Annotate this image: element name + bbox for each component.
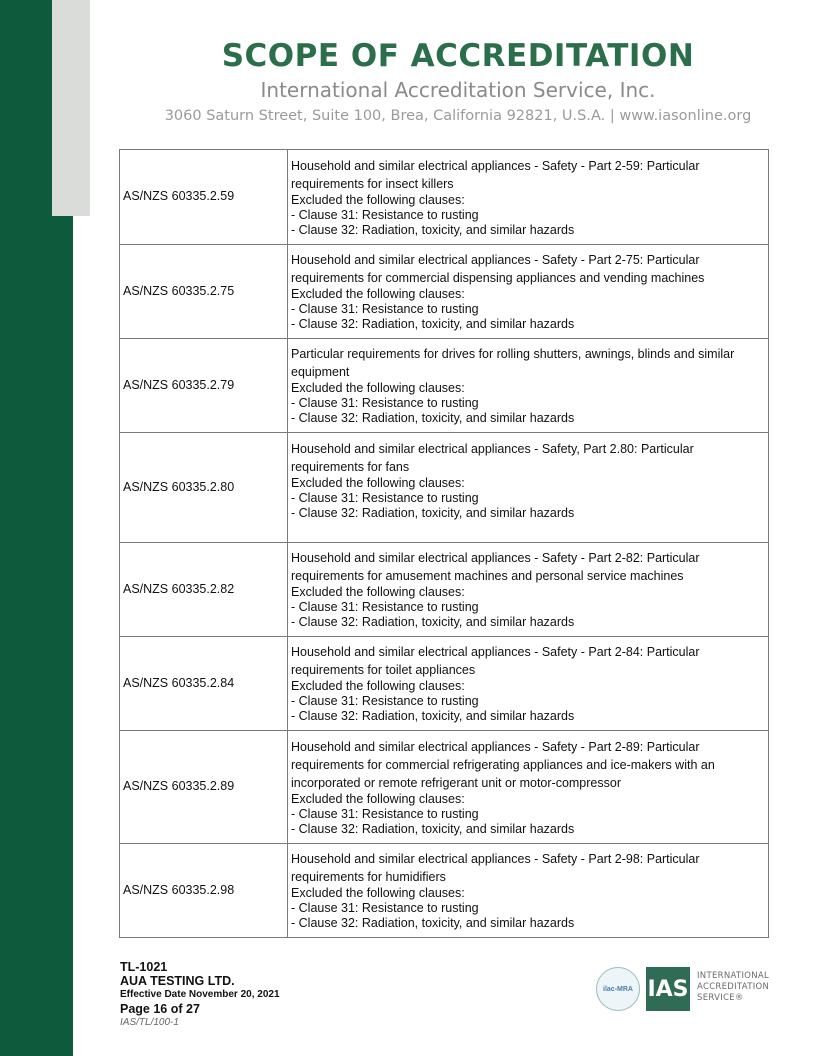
table-row <box>120 339 769 433</box>
excluded-clause-32: - Clause 32: Radiation, toxicity, and similar hazards <box>291 506 575 520</box>
table-row <box>120 637 769 731</box>
exclusions-label: Excluded the following clauses: <box>291 287 465 301</box>
effective-date: Effective Date November 20, 2021 <box>120 989 280 1000</box>
form-reference: IAS/TL/100-1 <box>120 1017 179 1028</box>
excluded-clause-31: - Clause 31: Resistance to rusting <box>291 491 479 505</box>
exclusions-label: Excluded the following clauses: <box>291 886 465 900</box>
standard-code: AS/NZS 60335.2.84 <box>120 637 288 731</box>
standard-title: Household and similar electrical appliances - Safety, Part 2.80: Particular requirements for fans <box>291 442 694 474</box>
standard-description <box>288 150 769 245</box>
excluded-clause-31: - Clause 31: Resistance to rusting <box>291 806 479 821</box>
table-row <box>120 844 769 938</box>
ias-wordmark-line: INTERNATIONAL <box>697 971 770 981</box>
standard-code: AS/NZS 60335.2.98 <box>120 844 288 938</box>
excluded-clause-31: - Clause 31: Resistance to rusting <box>291 694 479 708</box>
ias-logo-wordmark <box>697 971 769 1004</box>
standard-title: Household and similar electrical appliances - Safety - Part 2-82: Particular requirements for amusement machines and personal service machines <box>291 551 700 583</box>
scope-table <box>119 149 769 938</box>
standard-code: AS/NZS 60335.2.80 <box>120 433 288 543</box>
page-footer <box>120 960 280 1030</box>
standard-description <box>288 844 769 938</box>
standard-title: Household and similar electrical appliances - Safety - Part 2-98: Particular requirements for humidifiers <box>291 852 700 884</box>
standard-title: Household and similar electrical appliances - Safety - Part 2-89: Particular requirements for commercial refrigerating appliances and ice-makers with an incorporated or remote refrigerant unit or motor-compressor <box>291 739 715 790</box>
standard-description <box>288 637 769 731</box>
standard-title: Household and similar electrical appliances - Safety - Part 2-84: Particular requirements for toilet appliances <box>291 645 700 677</box>
exclusions-label: Excluded the following clauses: <box>291 679 465 693</box>
table-row <box>120 543 769 637</box>
company-name: AUA TESTING LTD. <box>120 974 235 988</box>
excluded-clause-32: - Clause 32: Radiation, toxicity, and similar hazards <box>291 709 575 723</box>
excluded-clause-32: - Clause 32: Radiation, toxicity, and similar hazards <box>291 222 575 237</box>
standard-code: AS/NZS 60335.2.59 <box>120 150 288 245</box>
table-row <box>120 150 769 245</box>
exclusions-label: Excluded the following clauses: <box>291 192 465 207</box>
standard-description <box>288 245 769 339</box>
standard-code: AS/NZS 60335.2.79 <box>120 339 288 433</box>
document-id: TL-1021 <box>120 960 168 974</box>
standard-title: Household and similar electrical appliances - Safety - Part 2-75: Particular requirements for commercial dispensing appliances and vending machines <box>291 253 705 285</box>
excluded-clause-32: - Clause 32: Radiation, toxicity, and similar hazards <box>291 916 575 930</box>
excluded-clause-32: - Clause 32: Radiation, toxicity, and similar hazards <box>291 411 575 425</box>
standard-description <box>288 543 769 637</box>
exclusions-label: Excluded the following clauses: <box>291 381 465 395</box>
table-row <box>120 433 769 543</box>
ilac-mra-logo <box>596 967 640 1011</box>
excluded-clause-32: - Clause 32: Radiation, toxicity, and similar hazards <box>291 821 575 836</box>
ias-logo-text: IAS <box>647 976 689 1002</box>
ilac-logo-text: ilac-MRA <box>603 985 633 993</box>
standard-code: AS/NZS 60335.2.89 <box>120 731 288 844</box>
standard-title: Particular requirements for drives for rolling shutters, awnings, blinds and similar equipment <box>291 347 735 379</box>
excluded-clause-31: - Clause 31: Resistance to rusting <box>291 207 479 222</box>
exclusions-label: Excluded the following clauses: <box>291 585 465 599</box>
standard-code: AS/NZS 60335.2.75 <box>120 245 288 339</box>
page-title: SCOPE OF ACCREDITATION <box>221 38 695 74</box>
table-row <box>120 731 769 844</box>
ias-logo-mark <box>646 967 690 1011</box>
excluded-clause-31: - Clause 31: Resistance to rusting <box>291 396 479 410</box>
table-row <box>120 245 769 339</box>
excluded-clause-31: - Clause 31: Resistance to rusting <box>291 302 479 316</box>
ias-wordmark-line: SERVICE® <box>697 993 744 1003</box>
exclusions-label: Excluded the following clauses: <box>291 791 465 806</box>
organization-name: International Accreditation Service, Inc. <box>260 78 656 102</box>
excluded-clause-32: - Clause 32: Radiation, toxicity, and similar hazards <box>291 317 575 331</box>
excluded-clause-31: - Clause 31: Resistance to rusting <box>291 901 479 915</box>
standard-description <box>288 731 769 844</box>
left-grey-band <box>52 0 90 216</box>
standard-description <box>288 433 769 543</box>
excluded-clause-32: - Clause 32: Radiation, toxicity, and similar hazards <box>291 615 575 629</box>
standard-title: Household and similar electrical appliances - Safety - Part 2-59: Particular requirements for insect killers <box>291 158 700 191</box>
ias-wordmark-line: ACCREDITATION <box>697 982 770 992</box>
excluded-clause-31: - Clause 31: Resistance to rusting <box>291 600 479 614</box>
organization-address: 3060 Saturn Street, Suite 100, Brea, California 92821, U.S.A. | www.iasonline.org <box>164 108 752 124</box>
standard-code: AS/NZS 60335.2.82 <box>120 543 288 637</box>
exclusions-label: Excluded the following clauses: <box>291 476 465 490</box>
standard-description <box>288 339 769 433</box>
page-number: Page 16 of 27 <box>120 1002 200 1016</box>
